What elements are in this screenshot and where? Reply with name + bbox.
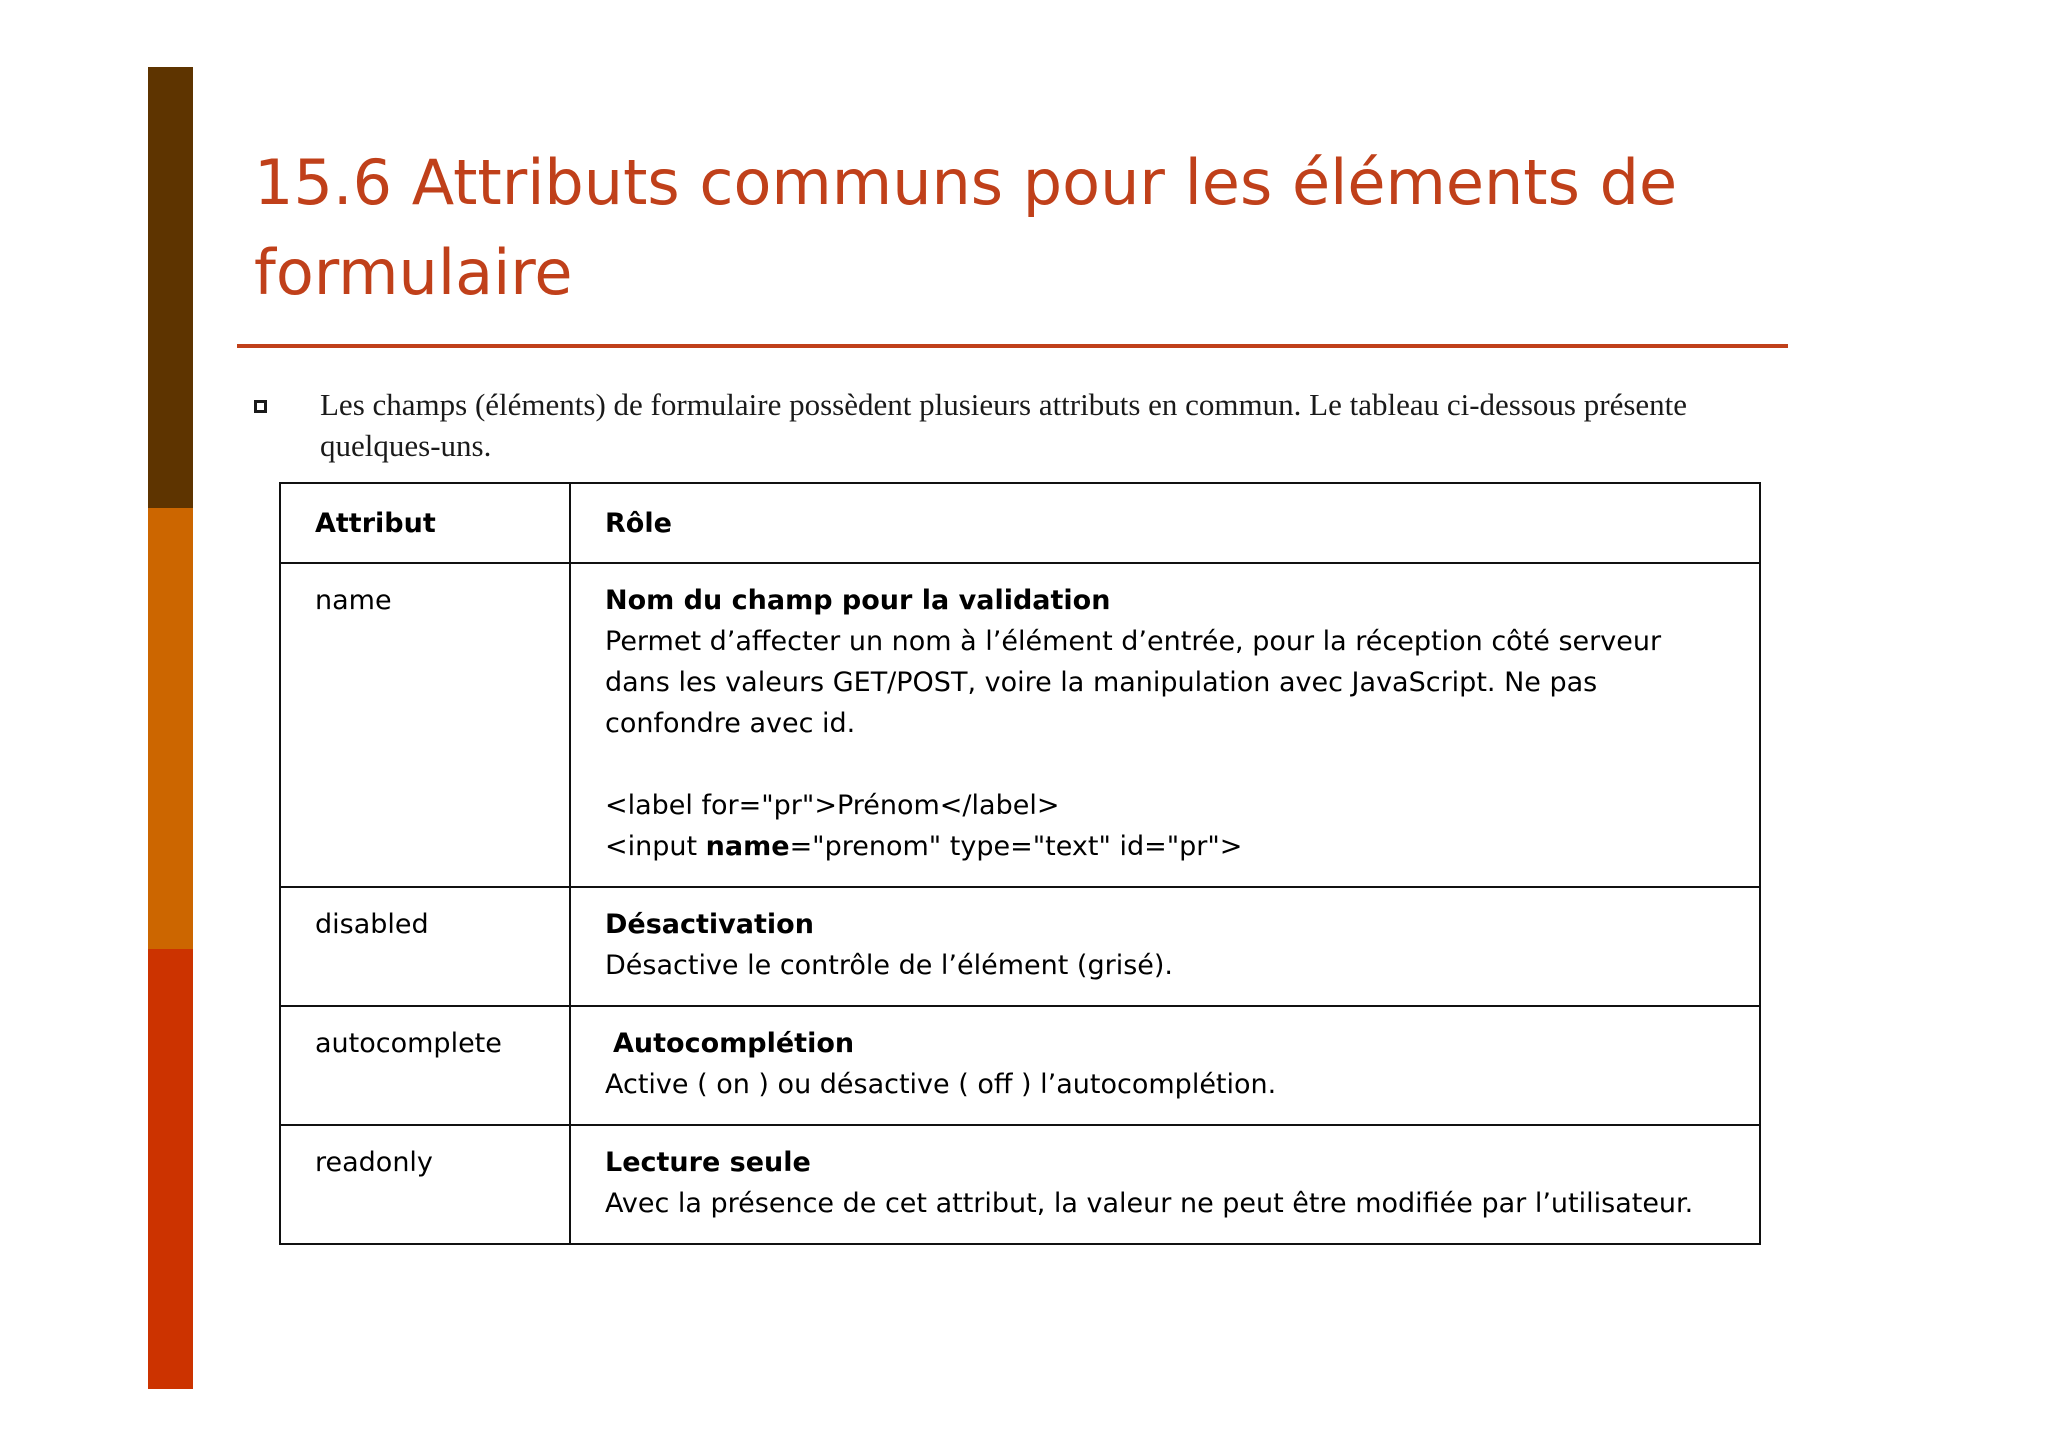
attribute-cell: readonly [280,1125,570,1244]
intro-text: Les champs (éléments) de formulaire possèdent plusieurs attributs en commun. Le tableau ci-dessous présente quelques-uns. [320,387,1688,463]
accent-bar-top [148,67,193,508]
code-line [605,826,1725,867]
role-cell [570,563,1760,887]
table-header-row [280,483,1760,563]
code-line: <label for="pr">Prénom</label> [605,790,1060,821]
role-cell [570,887,1760,1006]
attribute-cell: autocomplete [280,1006,570,1125]
accent-bar-middle [148,508,193,949]
role-title: Désactivation [605,909,814,940]
table-row [280,563,1760,887]
role-title: Autocomplétion [613,1028,855,1059]
table-row [280,1006,1760,1125]
square-bullet-icon [254,400,267,413]
code-keyword: name [705,831,790,862]
role-cell [570,1125,1760,1244]
role-cell [570,1006,1760,1125]
header-attribute: Attribut [280,483,570,563]
code-fragment: <input [605,831,706,862]
role-description: Permet d’affecter un nom à l’élément d’entrée, pour la réception côté serveur dans les valeurs GET/POST, voire la manipulation avec JavaScript. Ne pas confondre avec id. [605,626,1662,739]
attribute-cell: name [280,563,570,887]
code-example [605,785,1725,867]
role-title: Nom du champ pour la validation [605,585,1111,616]
code-fragment: ="prenom" type="text" id="pr"> [789,831,1243,862]
title-divider [237,344,1788,348]
slide-title: 15.6 Attributs communs pour les éléments de formulaire [254,146,1678,309]
role-description: Active ( on ) ou désactive ( off ) l’autocomplétion. [605,1069,1277,1100]
header-role: Rôle [570,483,1760,563]
table-row [280,1125,1760,1244]
role-title: Lecture seule [605,1147,811,1178]
accent-bar-bottom [148,949,193,1389]
attributes-table [279,482,1761,1245]
role-description: Désactive le contrôle de l’élément (grisé). [605,950,1174,981]
role-description: Avec la présence de cet attribut, la valeur ne peut être modifiée par l’utilisateur. [605,1188,1694,1219]
attribute-cell: disabled [280,887,570,1006]
table-row [280,887,1760,1006]
